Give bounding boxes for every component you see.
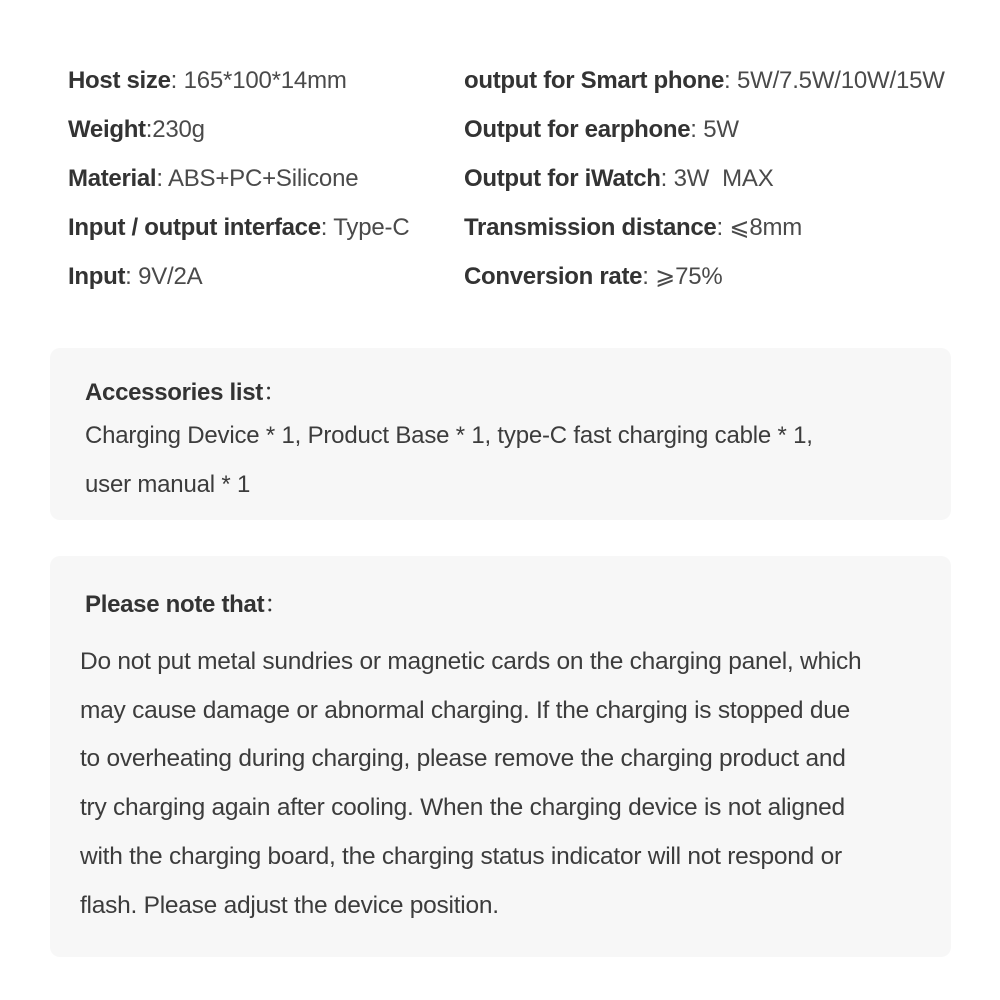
spec-transmission-distance [464,203,802,252]
spec-key: Output for earphone [464,116,691,143]
note-title-colon: ： [264,591,288,618]
spec-value: 230g [152,116,205,143]
spec-phone-output [464,56,945,105]
spec-key: Transmission distance [464,214,717,241]
note-title-text: Please note that [85,591,265,618]
spec-separator: : [156,165,168,192]
spec-separator: : [724,67,737,94]
note-line: with the charging board, the charging status indicator will not respond or [80,843,842,870]
spec-separator: : [690,116,704,143]
note-line: try charging again after cooling. When the charging device is not aligned [80,794,845,821]
spec-key: Input [68,263,126,290]
accessories-title [85,372,287,407]
spec-value: 5W [703,116,739,143]
spec-key: Weight [68,116,146,143]
spec-key: Conversion rate [464,263,643,290]
spec-earphone-output [464,105,739,154]
spec-conversion-rate [464,252,723,301]
note-line: flash. Please adjust the device position. [80,892,499,919]
accessories-panel [50,348,951,520]
spec-key: Input / output interface [68,214,321,241]
spec-interface [68,203,409,252]
spec-separator: : [170,67,184,94]
spec-separator: : [145,116,153,143]
note-title [85,584,288,619]
accessories-title-text: Accessories list [85,379,263,406]
note-line: may cause damage or abnormal charging. If the charging is stopped due [80,697,850,724]
spec-value: 9V/2A [138,263,203,290]
note-panel [50,556,951,957]
spec-separator: : [660,165,674,192]
note-line: to overheating during charging, please remove the charging product and [80,745,846,772]
note-line: Do not put metal sundries or magnetic cards on the charging panel, which [80,648,862,675]
spec-separator: : [320,214,334,241]
spec-key: output for Smart phone [464,67,725,94]
spec-weight [68,105,205,154]
accessories-line: user manual * 1 [85,471,251,498]
spec-separator: : [642,263,656,290]
accessories-line: Charging Device * 1, Product Base * 1, type-C fast charging cable * 1, [85,422,813,449]
spec-material [68,154,358,203]
spec-key: Host size [68,67,171,94]
spec-host-size [68,56,347,105]
spec-separator: : [716,214,730,241]
spec-input [68,252,202,301]
spec-iwatch-output [464,154,774,203]
spec-value: Type-C [333,214,410,241]
spec-key: Output for iWatch [464,165,661,192]
spec-value: 165*100*14mm [183,67,347,94]
spec-value: 3W MAX [673,165,774,192]
spec-value: 5W/7.5W/10W/15W [736,67,945,94]
spec-value: ⩽8mm [729,214,803,241]
spec-key: Material [68,165,157,192]
spec-value: ABS+PC+Silicone [167,165,359,192]
accessories-title-colon: ： [262,379,287,406]
spec-separator: : [125,263,139,290]
spec-value: ⩾75% [655,263,723,290]
